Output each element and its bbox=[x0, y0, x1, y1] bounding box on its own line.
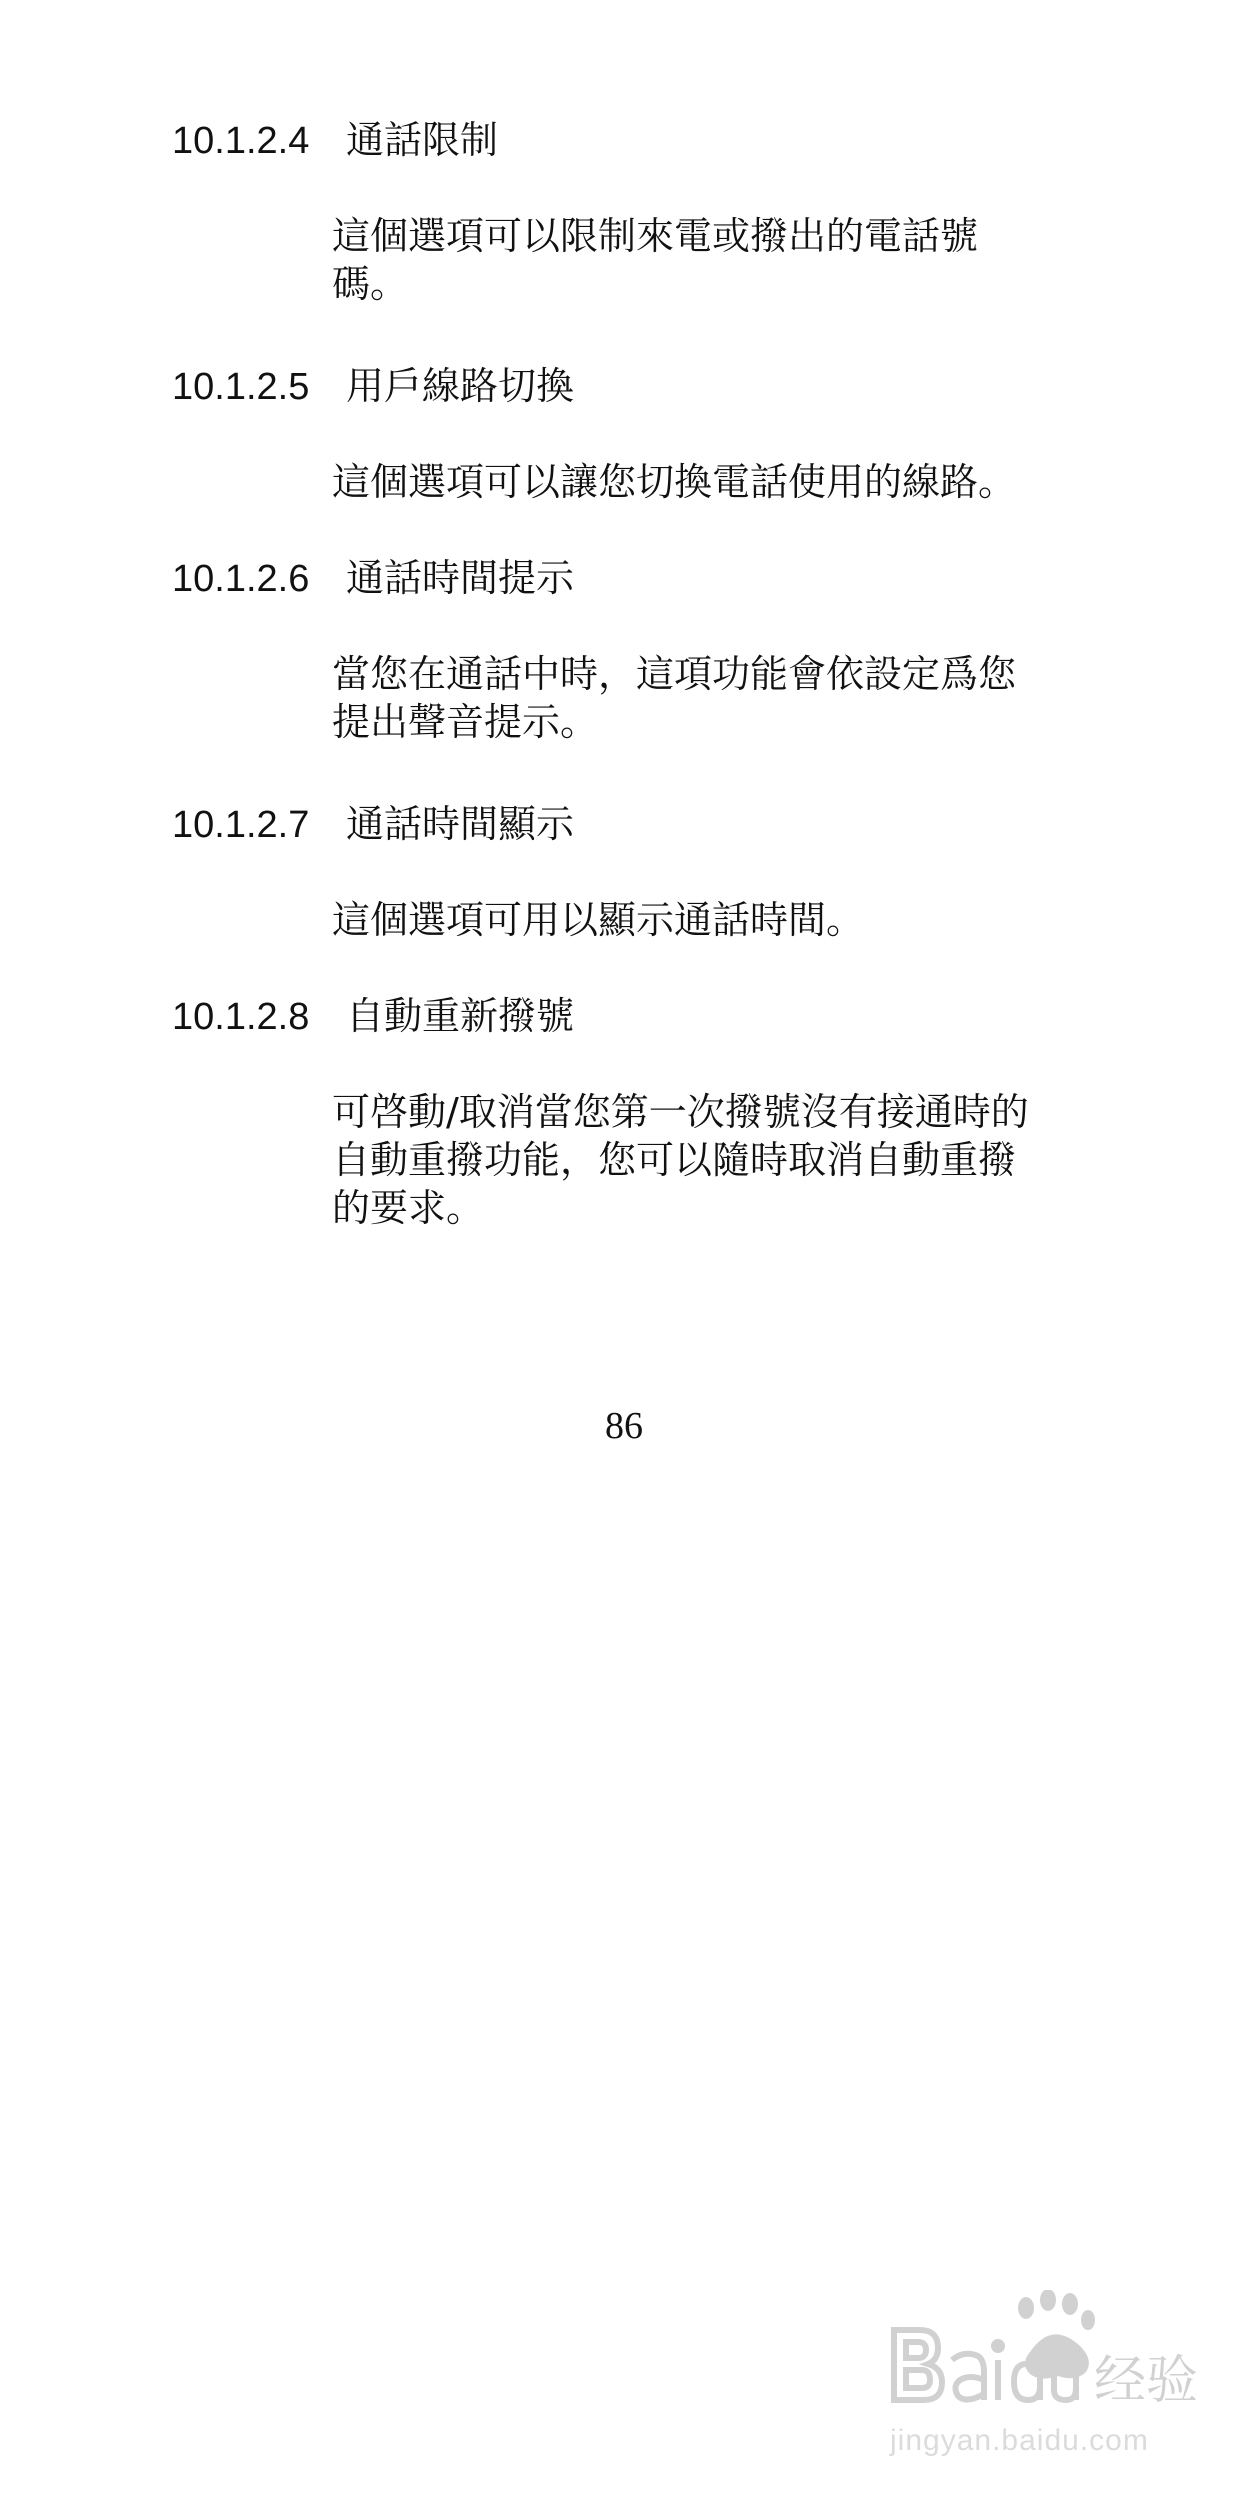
page-number: 86 bbox=[605, 1405, 643, 1447]
section-heading bbox=[172, 992, 574, 1041]
body-line: 這個選項可以限制來電或撥出的電話號 bbox=[332, 214, 979, 258]
watermark-logo-text: 经验 bbox=[1094, 2351, 1199, 2411]
body-line: 碼。 bbox=[332, 262, 409, 306]
watermark-url: jingyan.baidu.com bbox=[890, 2424, 1149, 2457]
section-number: 10.1.2.6 bbox=[172, 558, 310, 600]
section-title: 通話時間顯示 bbox=[346, 802, 575, 846]
section-heading bbox=[172, 554, 574, 603]
body-line: 當您在通話中時，這項功能會依設定爲您 bbox=[332, 652, 1017, 696]
section-title: 通話限制 bbox=[346, 118, 499, 162]
section-heading bbox=[172, 116, 498, 165]
baidu-watermark bbox=[880, 2290, 1200, 2470]
section-body bbox=[332, 212, 1092, 308]
body-line: 這個選項可用以顯示通話時間。 bbox=[332, 898, 865, 942]
body-line: 的要求。 bbox=[332, 1186, 485, 1230]
baidu-logo-icon bbox=[880, 2290, 1200, 2420]
body-line: 自動重撥功能，您可以隨時取消自動重撥 bbox=[332, 1138, 1017, 1182]
body-line: 提出聲音提示。 bbox=[332, 700, 599, 744]
section-number: 10.1.2.4 bbox=[172, 120, 310, 162]
section-number: 10.1.2.5 bbox=[172, 366, 310, 408]
section-body bbox=[332, 458, 1092, 506]
body-line: 這個選項可以讓您切換電話使用的線路。 bbox=[332, 460, 1017, 504]
section-title: 通話時間提示 bbox=[346, 556, 575, 600]
section-number: 10.1.2.7 bbox=[172, 804, 310, 846]
section-heading bbox=[172, 800, 574, 849]
body-line: 可啓動/取消當您第一次撥號沒有接通時的 bbox=[332, 1090, 1029, 1134]
section-body bbox=[332, 650, 1092, 746]
section-body bbox=[332, 1088, 1092, 1232]
section-heading bbox=[172, 362, 574, 411]
section-number: 10.1.2.8 bbox=[172, 996, 310, 1038]
section-title: 用戶線路切換 bbox=[346, 364, 575, 408]
section-title: 自動重新撥號 bbox=[346, 994, 575, 1038]
section-body bbox=[332, 896, 1092, 944]
